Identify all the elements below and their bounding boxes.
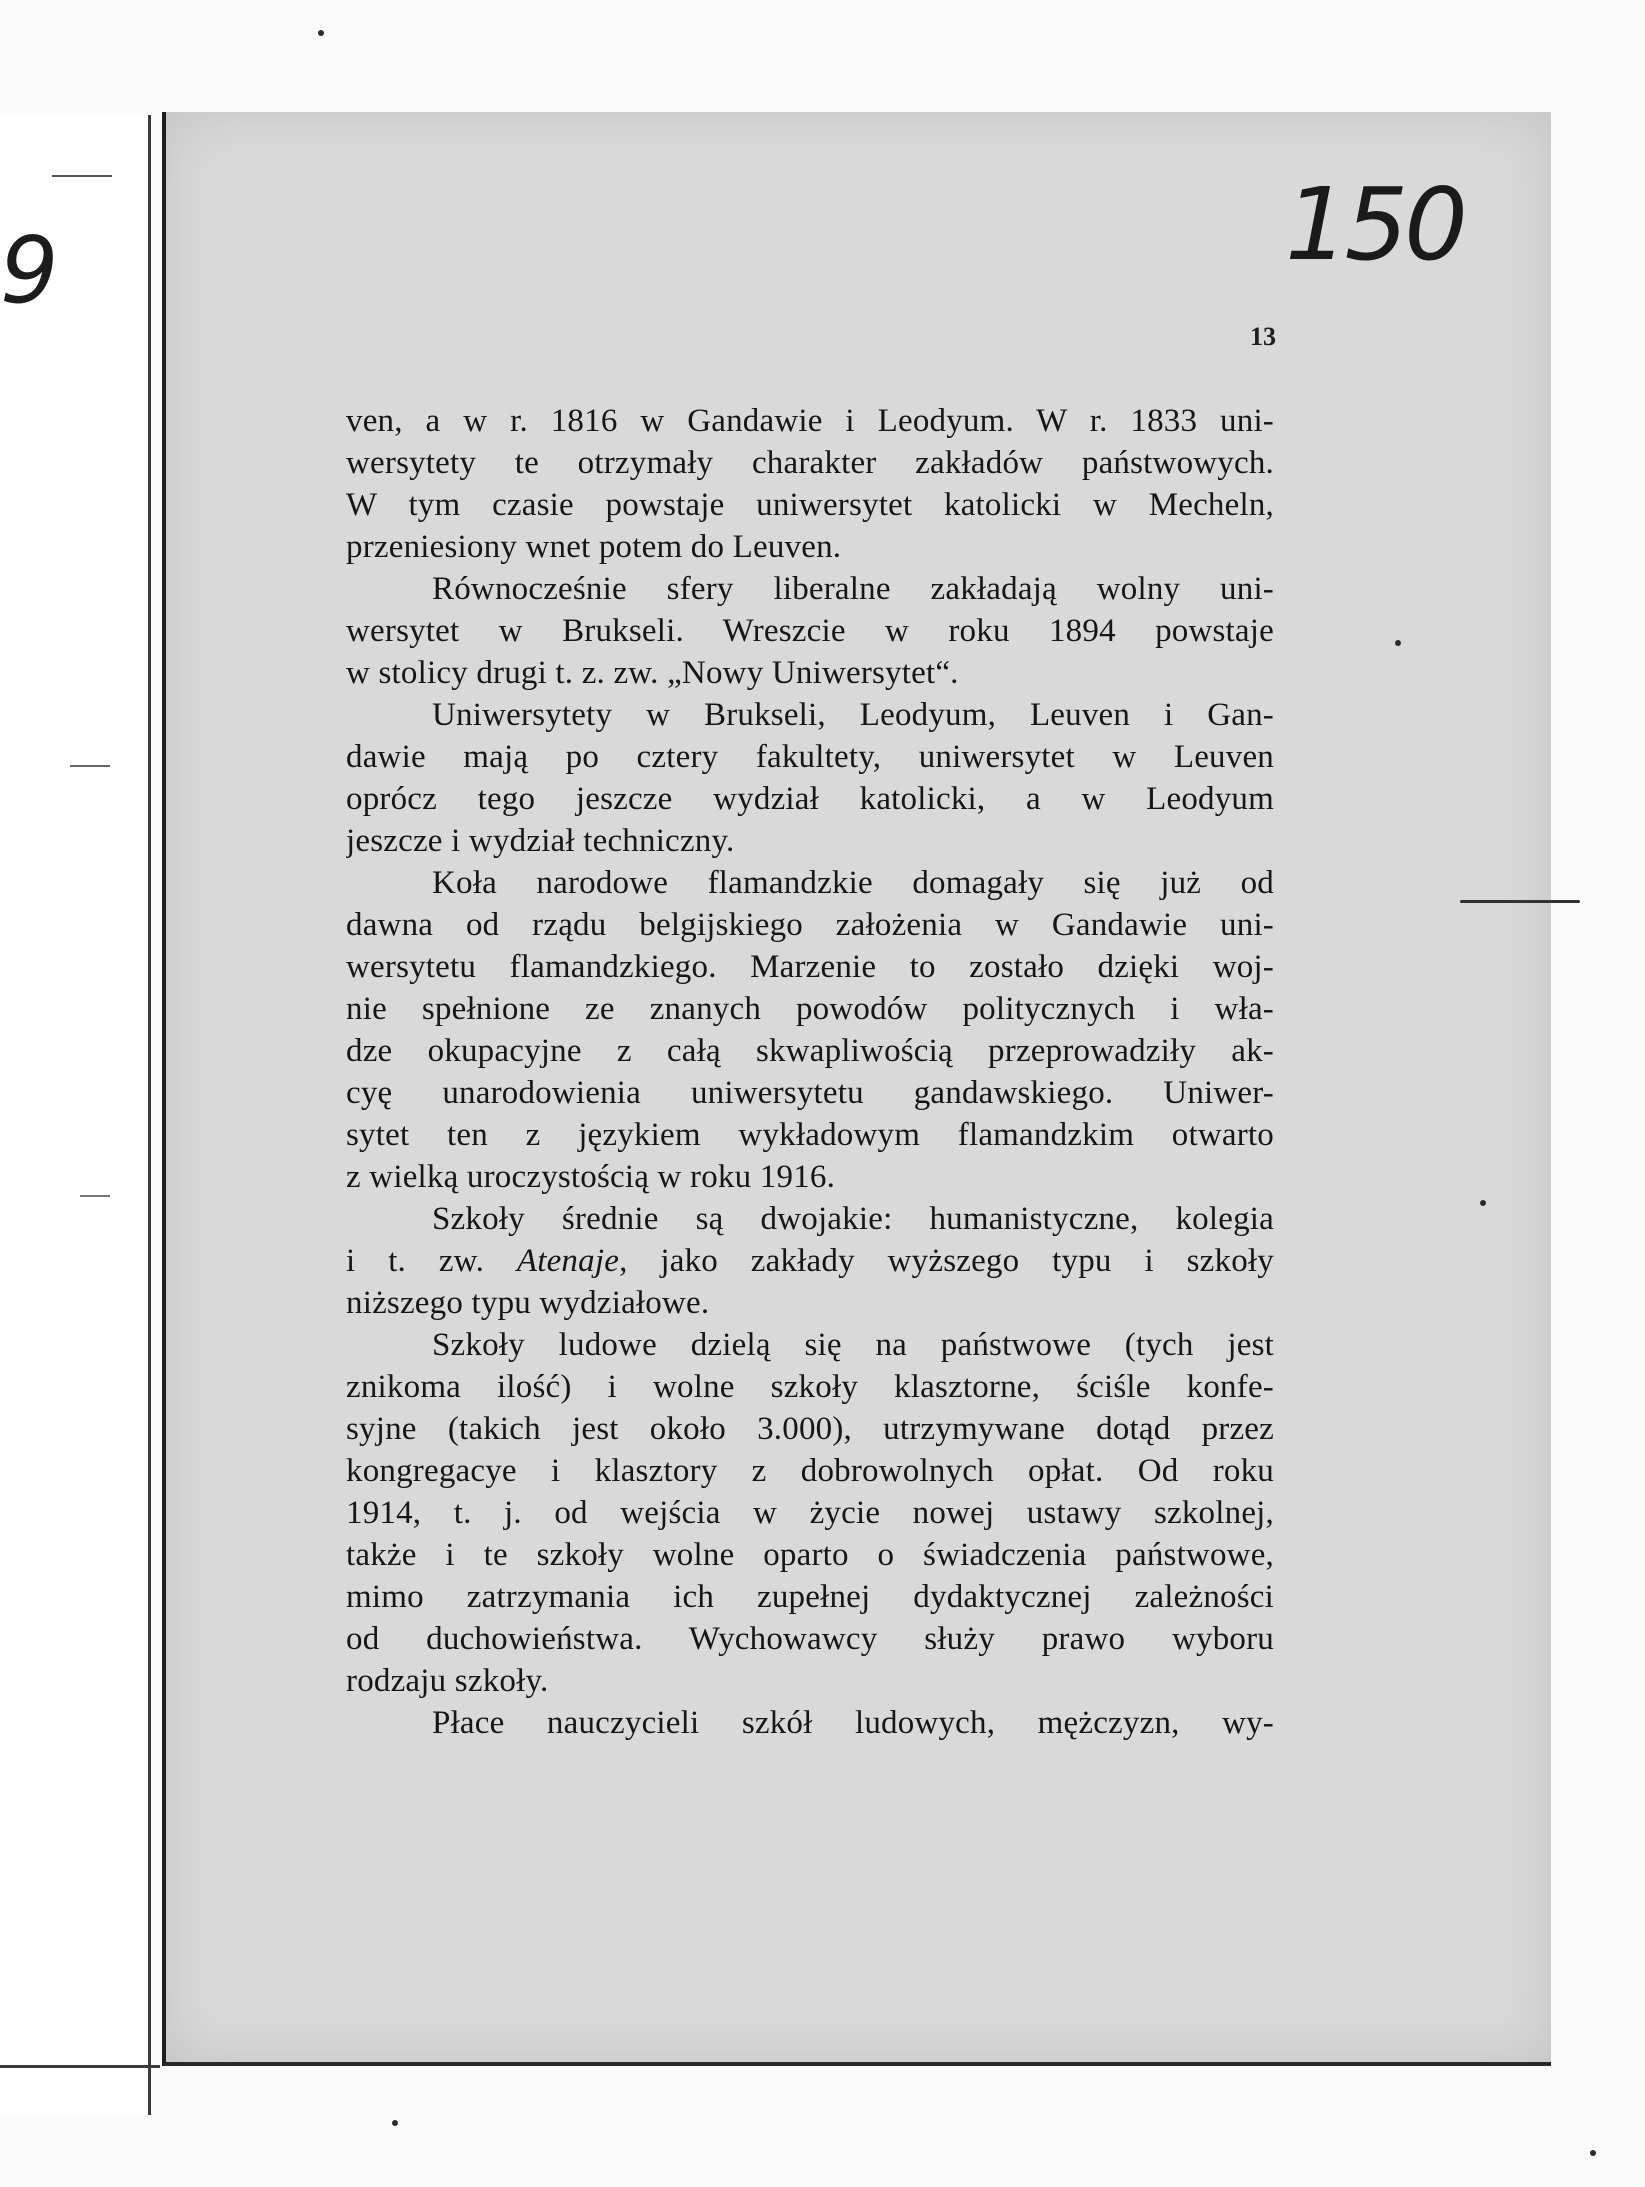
- text-line: rodzaju szkoły.: [346, 1663, 549, 1699]
- scan-smudge: [1460, 900, 1580, 903]
- adjacent-page-bottom-edge: [0, 2065, 160, 2068]
- text-line: dze okupacyjne z całą skwapliwością przeprowadziły ak-: [346, 1033, 1274, 1069]
- text-line: oprócz tego jeszcze wydział katolicki, a w Leodyum: [346, 781, 1274, 817]
- text-line: wersytety te otrzymały charakter zakładów państwowych.: [346, 445, 1274, 481]
- text-line: kongregacye i klasztory z dobrowolnych opłat. Od roku: [346, 1453, 1274, 1489]
- adjacent-page-edge: [0, 115, 151, 2115]
- printed-page-number: 13: [1250, 322, 1276, 351]
- text-line: nie spełnione ze znanych powodów politycznych i wła-: [346, 991, 1274, 1027]
- adjacent-page-mark: [70, 765, 110, 767]
- text-line: Szkoły średnie są dwojakie: humanistyczne, kolegia: [432, 1201, 1274, 1237]
- text-line: Uniwersytety w Brukseli, Leodyum, Leuven i Gan-: [432, 697, 1274, 733]
- adjacent-page-mark: [80, 1195, 110, 1197]
- text-line: sytet ten z językiem wykładowym flamandzkim otwarto: [346, 1117, 1274, 1153]
- adjacent-page-handwritten-number: 9: [0, 217, 59, 324]
- text-line: mimo zatrzymania ich zupełnej dydaktycznej zależności: [346, 1579, 1274, 1615]
- text-line: 1914, t. j. od wejścia w życie nowej ustawy szkolnej,: [346, 1495, 1274, 1531]
- text-line: jeszcze i wydział techniczny.: [346, 823, 735, 859]
- text-line: i t. zw. Atenaje, jako zakłady wyższego typu i szkoły: [346, 1243, 1274, 1279]
- scan-speck: [392, 2120, 398, 2126]
- text-line: w stolicy drugi t. z. zw. „Nowy Uniwersytet“.: [346, 655, 959, 691]
- handwritten-folio-number: 150: [1285, 166, 1464, 283]
- text-line: dawie mają po cztery fakultety, uniwersytet w Leuven: [346, 739, 1274, 775]
- scan-speck: [318, 30, 324, 36]
- text-line: także i te szkoły wolne oparto o świadczenia państwowe,: [346, 1537, 1274, 1573]
- text-line: Równocześnie sfery liberalne zakładają wolny uni-: [432, 571, 1274, 607]
- text-line: z wielką uroczystością w roku 1916.: [346, 1159, 836, 1195]
- scan-speck: [1480, 1200, 1486, 1206]
- scan-speck: [1590, 2150, 1596, 2156]
- text-line: Szkoły ludowe dzielą się na państwowe (tych jest: [432, 1327, 1274, 1363]
- text-line: niższego typu wydziałowe.: [346, 1285, 710, 1321]
- body-text: [346, 400, 1274, 1744]
- text-line: wersytetu flamandzkiego. Marzenie to zostało dzięki woj-: [346, 949, 1274, 985]
- text-line: przeniesiony wnet potem do Leuven.: [346, 529, 842, 565]
- scan-speck: [1395, 640, 1401, 646]
- text-line: W tym czasie powstaje uniwersytet katolicki w Mecheln,: [346, 487, 1274, 523]
- text-line: ven, a w r. 1816 w Gandawie i Leodyum. W r. 1833 uni-: [346, 403, 1274, 439]
- text-line: cyę unarodowienia uniwersytetu gandawskiego. Uniwer-: [346, 1075, 1274, 1111]
- text-line: wersytet w Brukseli. Wreszcie w roku 1894 powstaje: [346, 613, 1274, 649]
- italic-term: Atenaje: [516, 1243, 620, 1279]
- text-line: Koła narodowe flamandzkie domagały się już od: [432, 865, 1274, 901]
- text-line: dawna od rządu belgijskiego założenia w Gandawie uni-: [346, 907, 1274, 943]
- text-line: znikoma ilość) i wolne szkoły klasztorne, ściśle konfe-: [346, 1369, 1274, 1405]
- adjacent-page-mark: [52, 175, 112, 177]
- text-line: syjne (takich jest około 3.000), utrzymywane dotąd przez: [346, 1411, 1274, 1447]
- text-line: od duchowieństwa. Wychowawcy służy prawo wyboru: [346, 1621, 1274, 1657]
- text-line: Płace nauczycieli szkół ludowych, mężczyzn, wy-: [432, 1705, 1274, 1741]
